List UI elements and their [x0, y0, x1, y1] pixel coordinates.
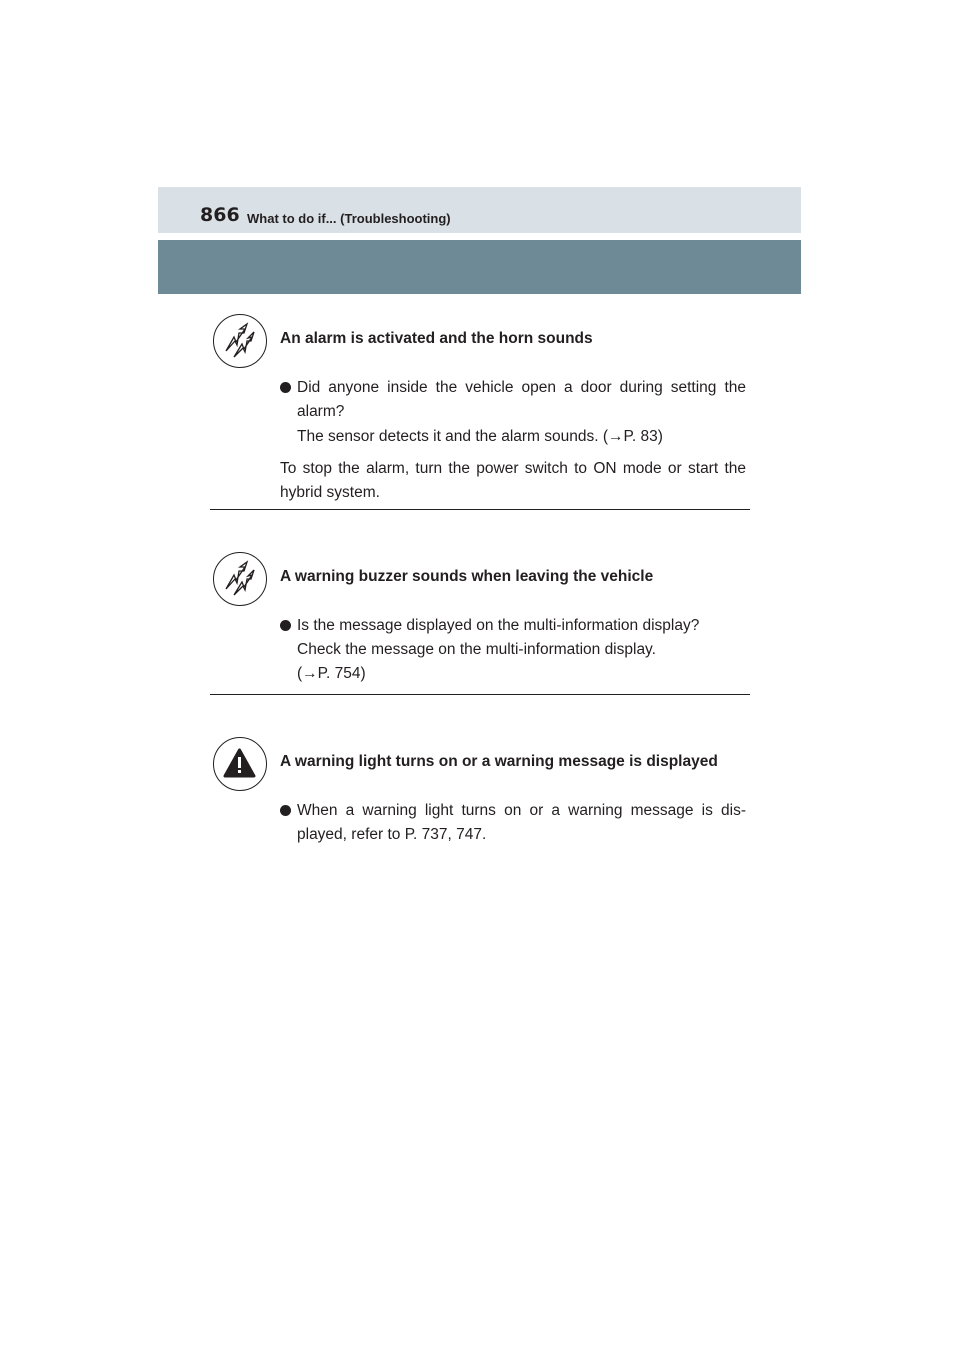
section-heading-warning: A warning light turns on or a warning message is displayed	[280, 753, 718, 770]
sub-text: Check the message on the multi-information display.	[297, 641, 656, 658]
bullet-text: Is the message displayed on the multi-information display?	[297, 617, 700, 634]
page-number: 866	[200, 204, 240, 226]
note-text: To stop the alarm, turn the power switch to ON mode or start the hybrid system.	[280, 460, 746, 501]
lightning-icon	[213, 314, 267, 368]
sub-text: (→P. 754)	[297, 665, 366, 682]
chapter-title: What to do if... (Troubleshooting)	[247, 211, 451, 226]
bullet-icon	[280, 382, 291, 393]
section-divider	[210, 694, 750, 695]
lightning-icon	[213, 552, 267, 606]
sub-text: The sensor detects it and the alarm sounds. (→P. 83)	[297, 428, 663, 445]
section-title-bar	[158, 240, 801, 294]
section-heading-buzzer: A warning buzzer sounds when leaving the vehicle	[280, 568, 654, 585]
bullet-icon	[280, 620, 291, 631]
warning-exclamation-icon	[213, 737, 267, 791]
bullet-icon	[280, 805, 291, 816]
section-divider	[210, 509, 750, 510]
header-band	[158, 187, 801, 233]
section-heading-alarm: An alarm is activated and the horn sounds	[280, 330, 593, 347]
bullet-text: When a warning light turns on or a warning message is dis-played, refer to P. 737, 747.	[297, 802, 746, 843]
list-item	[280, 799, 746, 847]
list-item	[280, 376, 746, 424]
list-item	[280, 614, 746, 638]
bullet-text: Did anyone inside the vehicle open a door during setting the alarm?	[297, 379, 746, 420]
